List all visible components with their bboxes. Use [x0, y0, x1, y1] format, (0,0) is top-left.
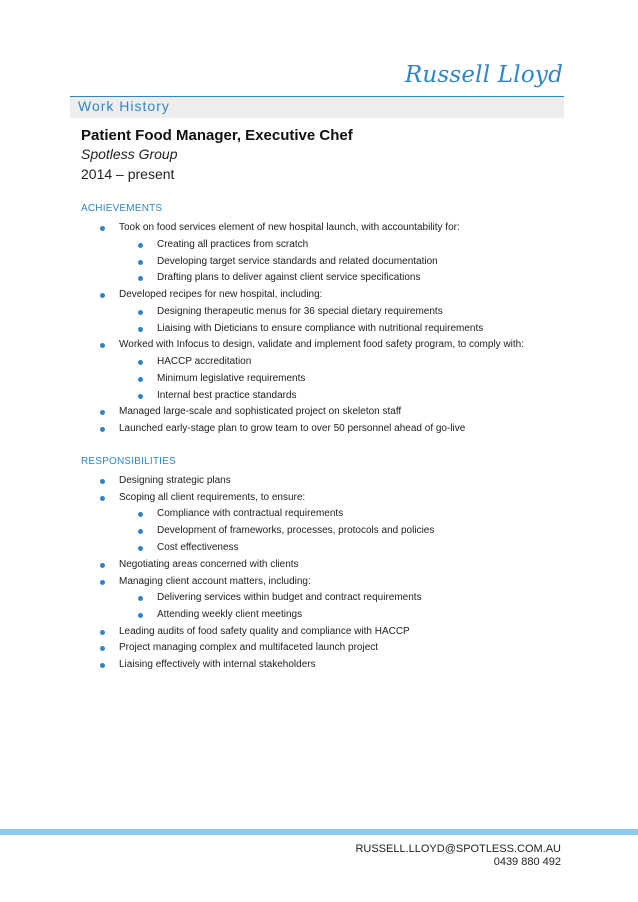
resume-name: Russell Lloyd [404, 62, 563, 88]
bullet-icon [100, 563, 105, 568]
list-item [119, 289, 322, 301]
sub-list-item [157, 356, 251, 368]
list-item [119, 576, 311, 588]
list-item [119, 339, 524, 351]
bullet-icon [138, 360, 143, 365]
bullet-icon [138, 260, 143, 265]
bullet-icon [138, 310, 143, 315]
footer-band [0, 829, 638, 835]
bullet-icon [100, 410, 105, 415]
bullet-icon [138, 613, 143, 618]
list-item-text: Scoping all client requirements, to ensure: [119, 492, 306, 503]
section-title: Work History [78, 98, 170, 114]
list-item-text: Designing therapeutic menus for 36 special dietary requirements [157, 306, 443, 317]
list-item-text: Minimum legislative requirements [157, 373, 306, 384]
list-item-text: Cost effectiveness [157, 542, 239, 553]
list-item-text: Creating all practices from scratch [157, 239, 309, 250]
list-item-text: Development of frameworks, processes, protocols and policies [157, 525, 435, 536]
responsibilities-heading: RESPONSIBILITIES [81, 456, 176, 467]
list-item-text: Drafting plans to deliver against client service specifications [157, 272, 421, 283]
list-item-text: Took on food services element of new hospital launch, with accountability for: [119, 222, 460, 233]
list-item-text: Leading audits of food safety quality and compliance with HACCP [119, 626, 410, 637]
company-name: Spotless Group [81, 146, 178, 162]
bullet-icon [100, 479, 105, 484]
list-item-text: Delivering services within budget and contract requirements [157, 592, 422, 603]
list-item-text: Developing target service standards and related documentation [157, 256, 438, 267]
sub-list-item [157, 306, 443, 318]
list-item [119, 626, 410, 638]
list-item-text: Managing client account matters, including: [119, 576, 311, 587]
bullet-icon [100, 343, 105, 348]
list-item [119, 559, 299, 571]
list-item [119, 475, 231, 487]
list-item [119, 492, 305, 504]
achievements-heading: ACHIEVEMENTS [81, 203, 163, 214]
bullet-icon [100, 580, 105, 585]
list-item [119, 423, 465, 435]
sub-list-item [157, 323, 483, 335]
list-item-text: Negotiating areas concerned with clients [119, 559, 299, 570]
bullet-icon [100, 293, 105, 298]
job-title: Patient Food Manager, Executive Chef [81, 127, 353, 144]
sub-list-item [157, 609, 302, 621]
bullet-icon [100, 226, 105, 231]
list-item-text: Project managing complex and multifaceted launch project [119, 642, 379, 653]
employment-dates: 2014 – present [81, 166, 175, 182]
list-item-text: Internal best practice standards [157, 390, 297, 401]
bullet-icon [138, 377, 143, 382]
bullet-icon [100, 496, 105, 501]
bullet-icon [138, 276, 143, 281]
sub-list-item [157, 508, 343, 520]
sub-list-item [157, 592, 422, 604]
sub-list-item [157, 256, 438, 268]
list-item-text: Compliance with contractual requirements [157, 508, 344, 519]
sub-list-item [157, 525, 434, 537]
list-item [119, 659, 316, 671]
sub-list-item [157, 239, 308, 251]
bullet-icon [138, 596, 143, 601]
list-item-text: HACCP accreditation [157, 356, 252, 367]
bullet-icon [138, 327, 143, 332]
list-item-text: Liaising with Dieticians to ensure compliance with nutritional requirements [157, 323, 484, 334]
sub-list-item [157, 542, 239, 554]
list-item-text: Managed large-scale and sophisticated project on skeleton staff [119, 406, 402, 417]
list-item-text: Designing strategic plans [119, 475, 231, 486]
footer-email[interactable]: RUSSELL.LLOYD@SPOTLESS.COM.AU [355, 843, 561, 855]
list-item [119, 406, 401, 418]
list-item-text: Worked with Infocus to design, validate and implement food safety program, to comply with: [119, 339, 525, 350]
bullet-icon [138, 546, 143, 551]
bullet-icon [100, 630, 105, 635]
sub-list-item [157, 390, 297, 402]
bullet-icon [138, 243, 143, 248]
bullet-icon [100, 427, 105, 432]
list-item-text: Launched early-stage plan to grow team to over 50 personnel ahead of go-live [119, 423, 466, 434]
bullet-icon [100, 646, 105, 651]
bullet-icon [138, 512, 143, 517]
list-item-text: Developed recipes for new hospital, including: [119, 289, 323, 300]
list-item-text: Liaising effectively with internal stakeholders [119, 659, 316, 670]
bullet-icon [138, 529, 143, 534]
list-item-text: Attending weekly client meetings [157, 609, 303, 620]
sub-list-item [157, 272, 420, 284]
bullet-icon [100, 663, 105, 668]
bullet-icon [138, 394, 143, 399]
footer-phone: 0439 880 492 [493, 856, 561, 868]
list-item [119, 222, 460, 234]
list-item [119, 642, 378, 654]
section-header-bar [70, 97, 564, 118]
sub-list-item [157, 373, 305, 385]
